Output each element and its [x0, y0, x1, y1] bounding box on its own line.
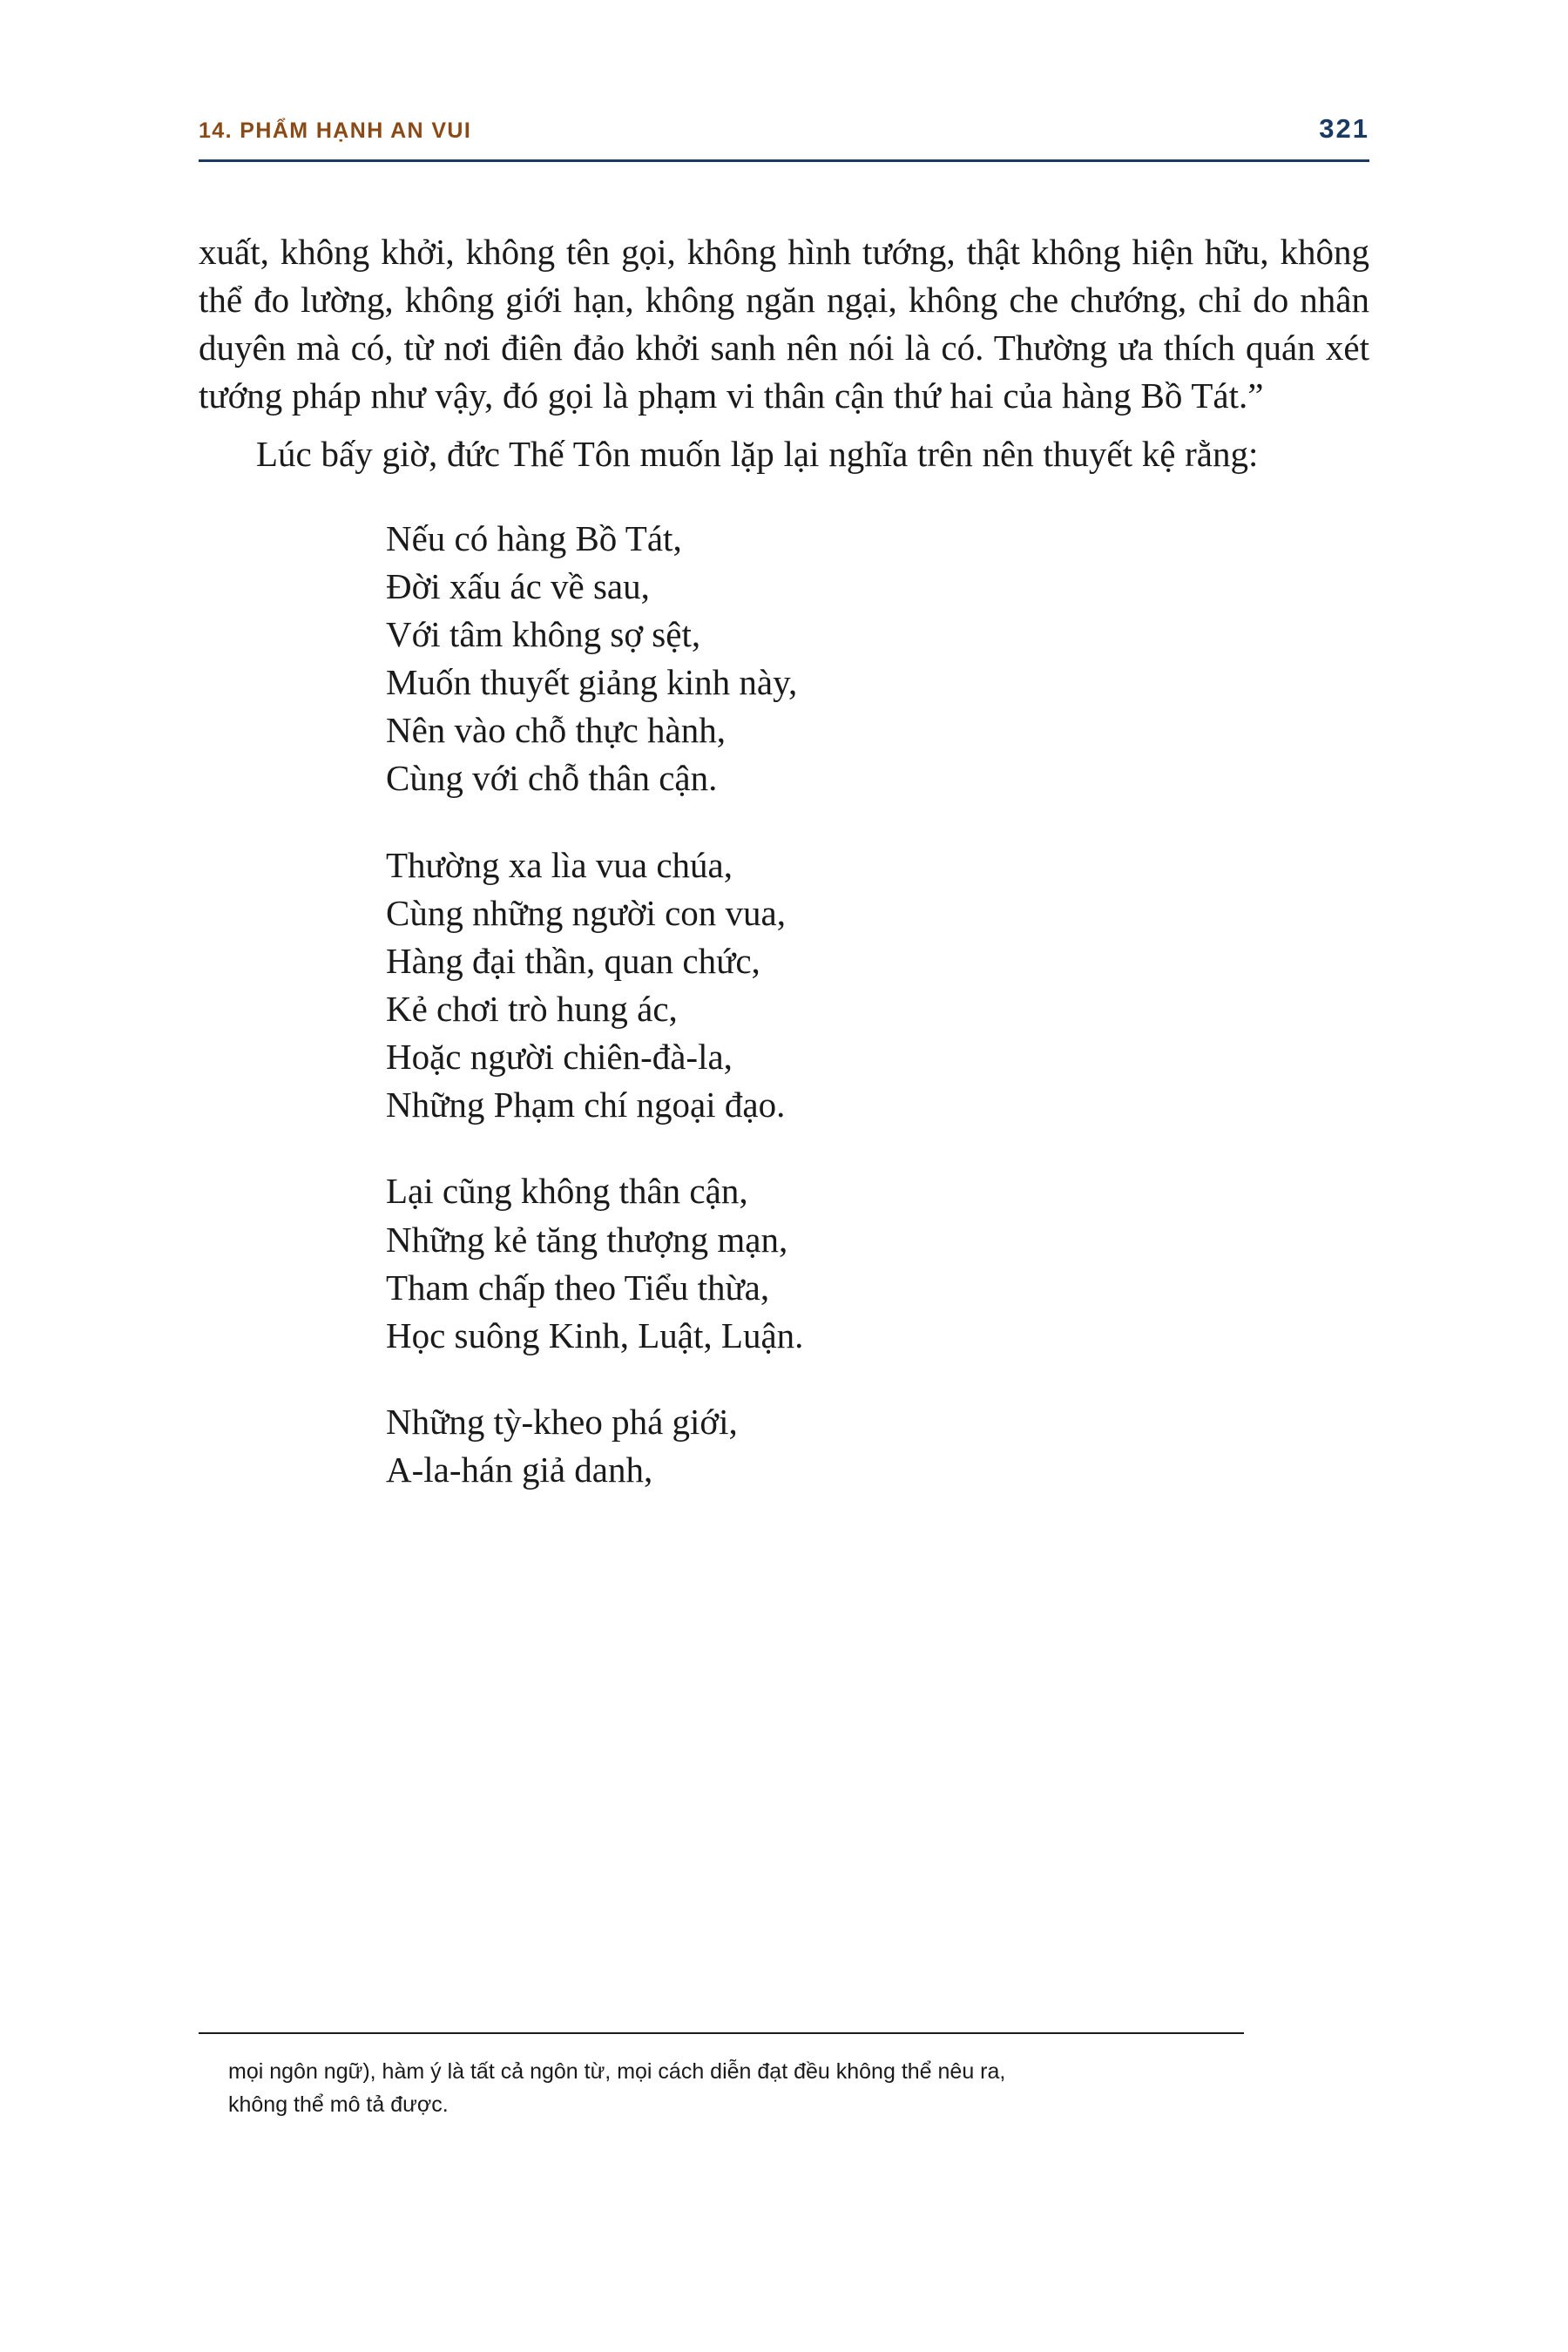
- verse-line: Kẻ chơi trò hung ác,: [386, 988, 678, 1029]
- footnote-divider: [199, 2032, 1244, 2034]
- footnote: [228, 2056, 1352, 2121]
- verse-stanza: [386, 1167, 1369, 1360]
- verse-line: Thường xa lìa vua chúa,: [386, 844, 733, 885]
- verse-stanza: [386, 515, 1369, 803]
- verse-line: Những tỳ-kheo phá giới,: [386, 1401, 738, 1442]
- verse-line: Nên vào chỗ thực hành,: [386, 710, 726, 751]
- body-paragraph: Lúc bấy giờ, đức Thế Tôn muốn lặp lại nghĩa trên nên thuyết kệ rằng:: [256, 433, 1259, 474]
- verse-block: [199, 515, 1369, 1495]
- running-head: [199, 113, 1369, 145]
- footnote-line: mọi ngôn ngữ), hàm ý là tất cả ngôn từ, mọi cách diễn đạt đều không thể nêu ra,: [228, 2059, 1006, 2084]
- verse-line: A-la-hán giả danh,: [386, 1450, 653, 1490]
- verse-line: Những kẻ tăng thượng mạn,: [386, 1219, 788, 1260]
- verse-stanza: [386, 841, 1369, 1130]
- verse-stanza: [386, 1398, 1369, 1494]
- verse-line: Cùng với chỗ thân cận.: [386, 758, 718, 799]
- body-paragraph: xuất, không khởi, không tên gọi, không hình tướng, thật không hiện hữu, không thể đo lường, không giới hạn, không ngăn ngại, không che chướng, chỉ do nhân duyên mà có, từ nơi điên đảo khởi sanh nên nói là có. Thường ưa thích quán xét tướng pháp như vậy, đó gọi là phạm vi thân cận thứ hai của hàng Bồ Tát.”: [199, 232, 1369, 416]
- chapter-title: 14. PHẨM HẠNH AN VUI: [199, 118, 472, 143]
- page-body: [199, 228, 1369, 1494]
- footnote-line: không thể mô tả được.: [228, 2092, 449, 2117]
- verse-line: Những Phạm chí ngoại đạo.: [386, 1085, 786, 1125]
- verse-line: Lại cũng không thân cận,: [386, 1171, 748, 1212]
- verse-line: Tham chấp theo Tiểu thừa,: [386, 1267, 770, 1308]
- verse-line: Nếu có hàng Bồ Tát,: [386, 517, 682, 558]
- verse-line: Hoặc người chiên-đà-la,: [386, 1037, 733, 1078]
- verse-line: Đời xấu ác về sau,: [386, 565, 650, 606]
- page-number: 321: [1319, 113, 1369, 144]
- verse-line: Với tâm không sợ sệt,: [386, 613, 701, 654]
- verse-line: Muốn thuyết giảng kinh này,: [386, 662, 798, 703]
- verse-line: Hàng đại thần, quan chức,: [386, 940, 760, 981]
- header-divider: [199, 159, 1369, 162]
- verse-line: Học suông Kinh, Luật, Luận.: [386, 1315, 804, 1355]
- verse-line: Cùng những người con vua,: [386, 892, 787, 933]
